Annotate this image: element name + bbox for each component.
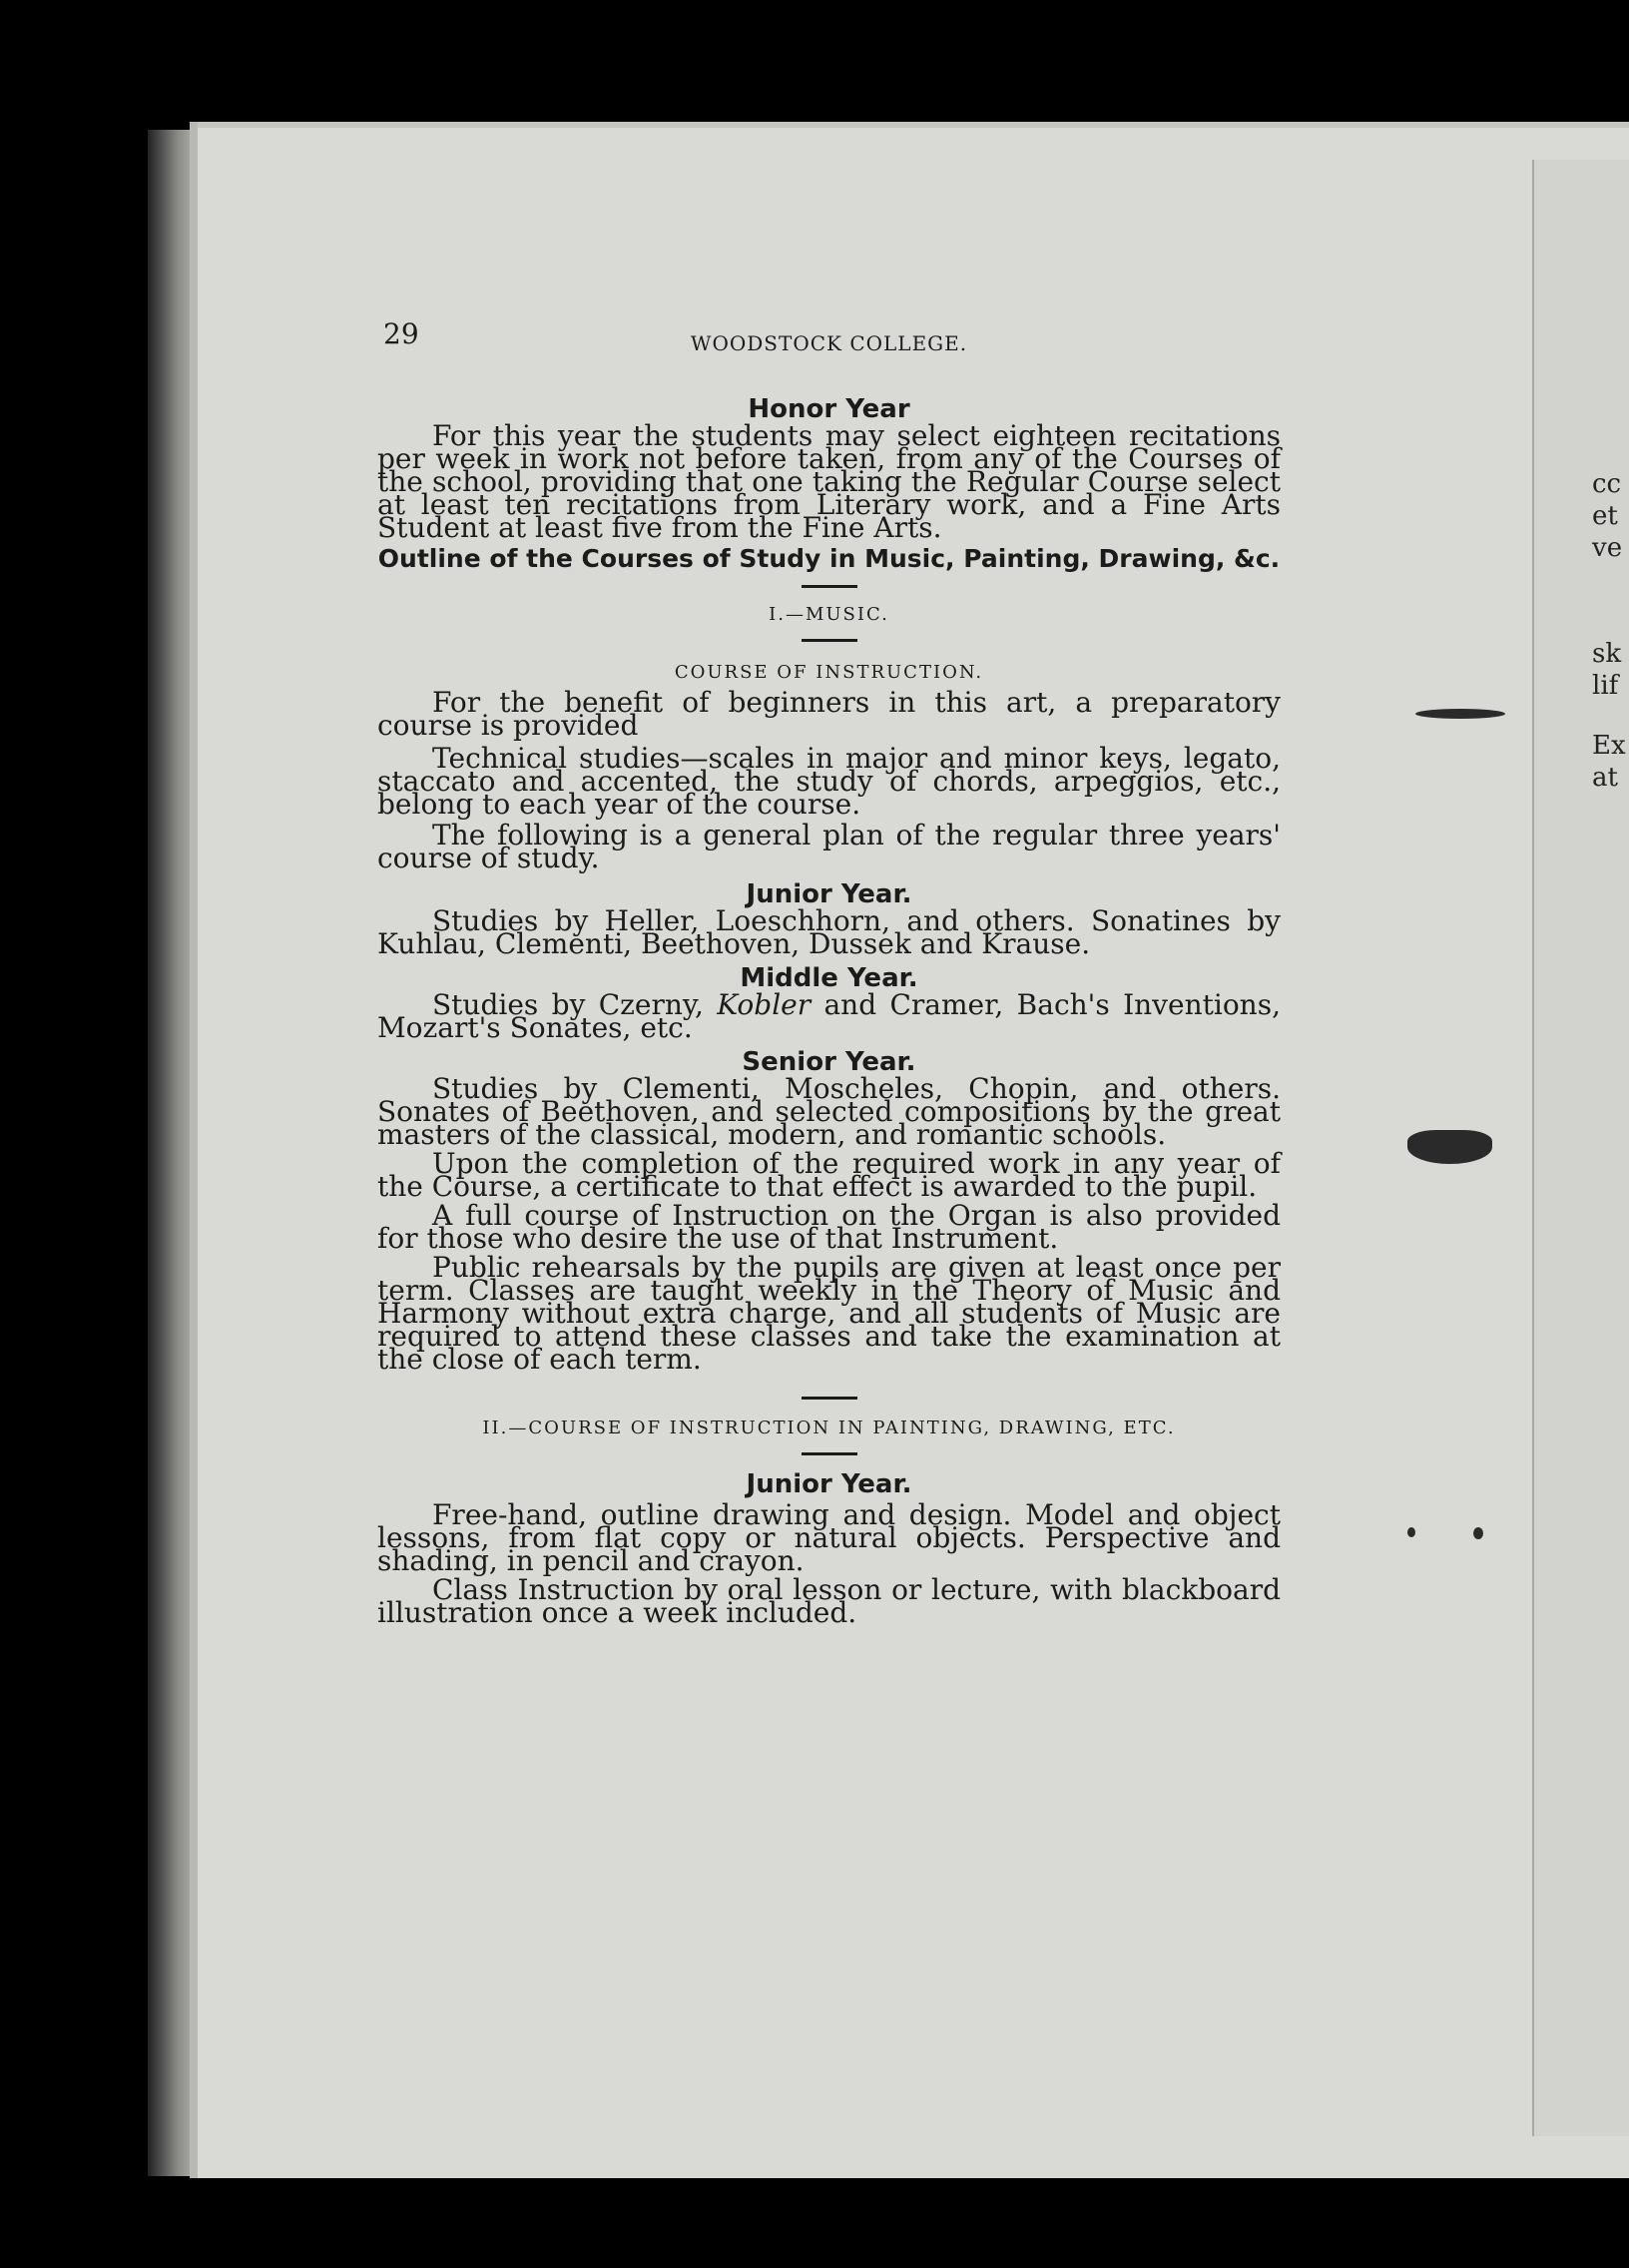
painting-junior-paragraph: Free-hand, outline drawing and design. Model and object lessons, from flat copy or natural objects. Perspective and shading, in pencil and crayon.	[377, 1498, 1281, 1577]
outline-heading: Outline of the Courses of Study in Music, Painting, Drawing, &c.	[377, 544, 1281, 573]
music-intro-paragraph: Technical studies—scales in major and minor keys, legato, staccato and accented, the study of chords, arpeggios, etc., belong to each year of the course.	[377, 742, 1281, 821]
facing-fragment: ve	[1592, 533, 1623, 563]
ink-dot	[1407, 1527, 1415, 1537]
ink-dot	[1473, 1527, 1483, 1539]
course-of-instruction-title: COURSE OF INSTRUCTION.	[674, 662, 984, 683]
middle-text-end: and Cramer, Bach's Inventions, Mozart's Sonates, etc.	[377, 988, 1281, 1044]
music-closing-paragraph: A full course of Instruction on the Organ is also provided for those who desire the use of that Instrument.	[377, 1199, 1281, 1255]
music-middle-year-text	[377, 988, 1281, 1044]
facing-page	[1532, 160, 1629, 2136]
music-closing-paragraph: Public rehearsals by the pupils are given at least once per term. Classes are taught weekly in the Theory of Music and Harmony without extra charge, and all students of Music are required to attend these classes and take the examination at the close of each term.	[377, 1251, 1281, 1376]
music-junior-year-text: Studies by Heller, Loeschhorn, and others. Sonatines by Kuhlau, Clementi, Beethoven, Dussek and Krause.	[377, 904, 1281, 960]
honor-year-text: For this year the students may select eighteen recitations per week in work not before taken, from any of the Courses of the school, providing that one taking the Regular Course select at least ten recitations from Literary work, and a Fine Arts Student at least five from the Fine Arts.	[377, 419, 1281, 544]
facing-fragment: lif	[1592, 671, 1619, 701]
painting-section-title: II.—COURSE OF INSTRUCTION IN PAINTING, DRAWING, ETC.	[482, 1418, 1176, 1438]
music-intro-paragraph: The following is a general plan of the regular three years' course of study.	[377, 819, 1281, 874]
facing-fragment: et	[1592, 501, 1618, 531]
page-number: 29	[383, 317, 419, 350]
music-intro-paragraph: For the benefit of beginners in this art, a preparatory course is provided	[377, 686, 1281, 742]
music-senior-year-heading: Senior Year.	[742, 1047, 916, 1077]
facing-fragment: Ex	[1592, 731, 1626, 761]
music-section-title: I.—MUSIC.	[769, 604, 889, 625]
music-middle-year-heading: Middle Year.	[740, 963, 918, 993]
music-junior-year-heading: Junior Year.	[746, 879, 912, 909]
painting-junior-paragraph: Class Instruction by oral lesson or lecture, with blackboard illustration once a week included.	[377, 1573, 1281, 1629]
painting-junior-year-heading: Junior Year.	[746, 1469, 912, 1499]
facing-fragment: cc	[1592, 469, 1622, 499]
music-closing-paragraph: Upon the completion of the required work in any year of the Course, a certificate to that effect is awarded to the pupil.	[377, 1147, 1281, 1203]
facing-fragment: sk	[1592, 639, 1622, 669]
running-title: WOODSTOCK COLLEGE.	[690, 331, 968, 355]
music-senior-year-text: Studies by Clementi, Moscheles, Chopin, and others. Sonates of Beethoven, and selected compositions by the great masters of the classical, modern, and romantic schools.	[377, 1072, 1281, 1151]
honor-year-heading: Honor Year	[748, 394, 910, 424]
ink-smudge	[1415, 709, 1505, 719]
text-column	[377, 299, 1281, 1629]
middle-text-start: Studies by Czerny,	[432, 988, 718, 1021]
running-head	[377, 299, 1281, 355]
facing-fragment: at	[1592, 763, 1618, 793]
ink-smudge	[1407, 1130, 1492, 1164]
middle-text-italic: Kobler	[717, 988, 812, 1021]
